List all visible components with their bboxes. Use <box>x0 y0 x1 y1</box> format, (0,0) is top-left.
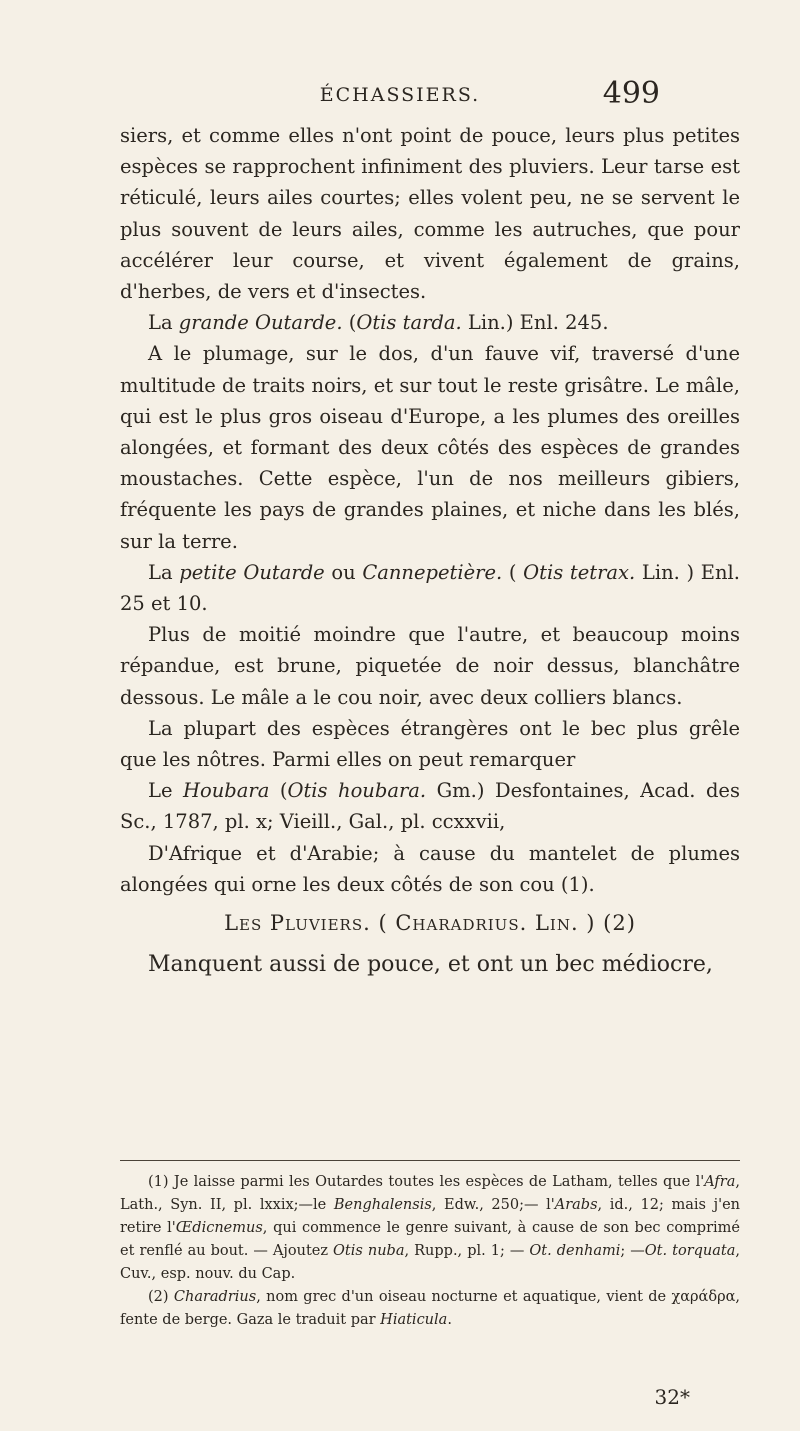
common-name: petite Outarde <box>179 560 325 584</box>
species-description: D'Afrique et d'Arabie; à cause du mantelet de plumes alongées qui orne les deux côtés de son cou (1). <box>120 841 740 896</box>
paragraph-continuation: siers, et comme elles n'ont point de pouce, leurs plus petites espèces se rapprochent infiniment des pluviers. Leur tarse est réticulé, leurs ailes courtes; elles volent peu, ne se servent le plus souvent de leurs ailes, comme les autruches, que pour accélérer leur course, et vivent également de grains, d'herbes, de vers et d'insectes. <box>120 124 740 304</box>
footnote-1 <box>120 1171 740 1286</box>
footnote-text: (1) Je laisse parmi les Outardes toutes les espèces de Latham, telles que l' <box>148 1174 705 1190</box>
page-number: 499 <box>602 76 660 111</box>
species-description: A le plumage, sur le dos, d'un fauve vif, traversé d'une multitude de traits noirs, et sur tout le reste grisâtre. Le mâle, qui est le plus gros oiseau d'Europe, a les plumes des oreilles alongées, et formant des deux côtés des espèces de grandes moustaches. Cette espèce, l'un de nos meilleurs gibiers, fréquente les pays de grandes plaines, et niche dans les blés, sur la terre. <box>120 342 740 553</box>
common-name: grande Outarde. <box>178 311 343 335</box>
section-title: Les Pluviers. ( Charadrius. Lin. ) (2) <box>224 911 636 936</box>
scientific-name: Otis tarda. <box>356 311 462 335</box>
running-head: ÉCHASSIERS. <box>319 84 481 106</box>
entry-text: ( <box>502 560 524 584</box>
footnote-text: , Lath., Syn. II, pl. lxxix;—le <box>120 1174 740 1213</box>
species-name: Arabs <box>554 1197 598 1213</box>
page-header <box>0 78 800 118</box>
species-name: Benghalensis <box>333 1197 432 1213</box>
signature-mark: 32* <box>654 1385 690 1409</box>
footnote-text: ; — <box>620 1243 645 1259</box>
alternate-name: Cannepetière. <box>362 560 503 584</box>
footnote-text: , Cuv., esp. nouv. du Cap. <box>120 1243 740 1282</box>
species-name: Hiaticula <box>380 1312 448 1328</box>
species-entry-petite-outarde <box>120 557 740 619</box>
species-name: Œdicnemus <box>175 1220 263 1236</box>
footnote-text: , qui commence le genre suivant, à cause de son bec comprimé et renflé au bout. — Ajoutez <box>120 1220 740 1259</box>
footnote-text: . <box>447 1312 452 1328</box>
scientific-name: Otis houbara. <box>287 779 427 803</box>
footnote-text: , Edw., 250;— l' <box>431 1197 555 1213</box>
footnotes <box>120 1140 740 1332</box>
footnote-text: , Rupp., pl. 1; — <box>404 1243 530 1259</box>
paragraph: La plupart des espèces étrangères ont le bec plus grêle que les nôtres. Parmi elles on peut remarquer <box>120 716 740 772</box>
entry-text: ( <box>342 311 357 335</box>
footnote-text: (2) <box>148 1289 174 1305</box>
species-entry-grande-outarde <box>120 307 740 338</box>
scientific-name: Otis tetrax. <box>523 560 636 584</box>
paragraph: Manquent aussi de pouce, et ont un bec médiocre, <box>148 952 713 978</box>
species-name: Ot. torquata <box>644 1243 736 1259</box>
species-name: Otis nuba <box>333 1243 405 1259</box>
species-description: Plus de moitié moindre que l'autre, et beaucoup moins répandue, est brune, piquetée de noir dessus, blanchâtre dessous. Le mâle a le cou noir, avec deux colliers blancs. <box>120 623 740 709</box>
entry-text: ( <box>269 779 288 803</box>
species-entry-houbara <box>120 775 740 837</box>
entry-text: La <box>148 560 180 584</box>
entry-text: Gm.) Desfontaines, Acad. des Sc., 1787, pl. x; Vieill., Gal., pl. ccxxvii, <box>120 779 740 834</box>
entry-text: Lin.) Enl. 245. <box>461 311 609 335</box>
body-text <box>120 120 740 980</box>
entry-text: ou <box>324 560 363 584</box>
entry-text: La <box>148 311 179 335</box>
footnote-text: , id., 12; mais j'en retire l' <box>120 1197 740 1236</box>
footnote-rule <box>120 1160 740 1161</box>
common-name: Houbara <box>182 779 270 803</box>
species-name: Charadrius <box>173 1289 257 1305</box>
entry-text: Lin. ) Enl. 25 et 10. <box>120 560 740 616</box>
entry-text: Le <box>148 779 183 803</box>
footnote-2 <box>120 1286 740 1332</box>
species-name: Afra <box>704 1174 736 1190</box>
footnote-text: , nom grec d'un oiseau nocturne et aquatique, vient de χαράδρα, fente de berge. Gaza le traduit par <box>120 1289 740 1328</box>
species-name: Ot. denhami <box>529 1243 621 1259</box>
